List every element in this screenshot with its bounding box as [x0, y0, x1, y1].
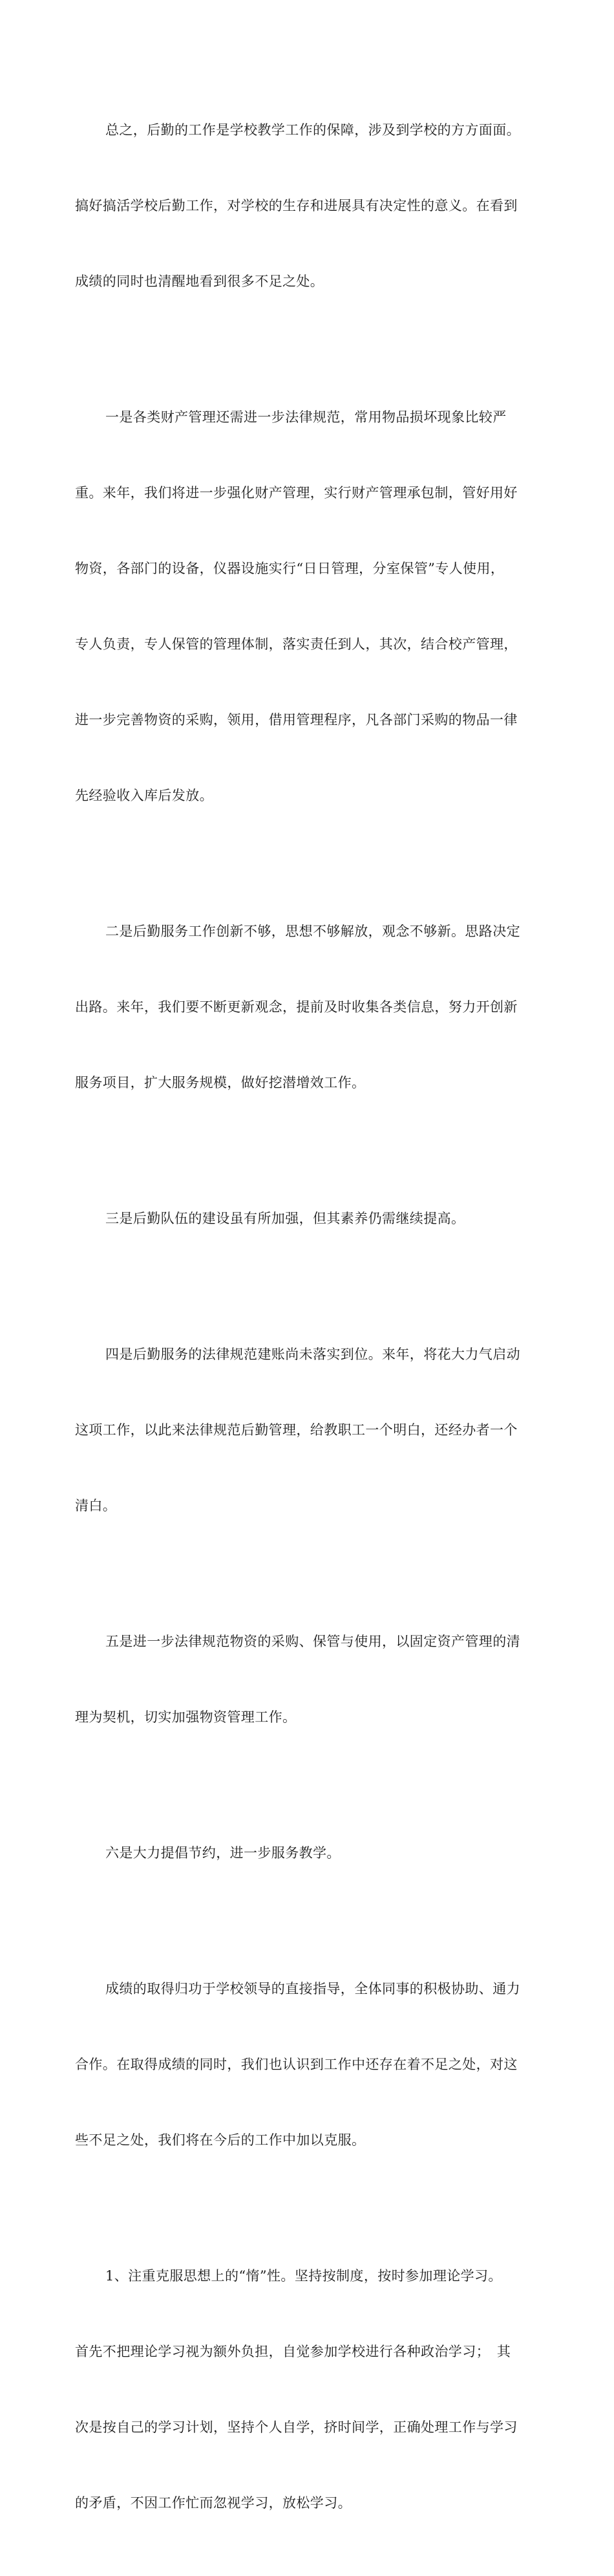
text-line: 合作。在取得成绩的同时，我们也认识到工作中还存在着不足之处，对这 [75, 2057, 518, 2072]
paragraph-item-5 [75, 1579, 539, 1780]
text-line: 成绩的同时也清醒地看到很多不足之处。 [75, 274, 324, 289]
text-line: 服务项目，扩大服务规模，做好挖潜增效工作。 [75, 1075, 366, 1090]
text-line: 二是后勤服务工作创新不够，思想不够解放，观念不够新。思路决定 [105, 924, 520, 939]
document-page [75, 67, 539, 2576]
paragraph-item-2 [75, 869, 539, 1146]
text-line: 五是进一步法律规范物资的采购、保管与使用，以固定资产管理的清 [105, 1634, 520, 1649]
text-line: 物资，各部门的设备，仪器设施实行“日日管理，分室保管”专人使用， [75, 561, 505, 576]
paragraph-numbered-1 [75, 2213, 539, 2566]
text-line: 清白。 [75, 1498, 117, 1513]
text-line: 1、注重克服思想上的“惰”性。坚持按制度，按时参加理论学习。 [105, 2268, 502, 2284]
text-line: 先经验收入库后发放。 [75, 788, 213, 803]
text-line: 理为契机，切实加强物资管理工作。 [75, 1709, 297, 1725]
text-line: 首先不把理论学习视为额外负担，自觉参加学校进行各种政治学习； 其 [75, 2344, 511, 2359]
text-line: 四是后勤服务的法律规范建账尚未落实到位。来年，将花大力气启动 [105, 1347, 520, 1362]
text-line: 六是大力提倡节约，进一步服务教学。 [105, 1845, 341, 1861]
text-line: 三是后勤队伍的建设虽有所加强，但其素养仍需继续提高。 [105, 1211, 465, 1226]
text-line: 一是各类财产管理还需进一步法律规范，常用物品损坏现象比较严 [105, 409, 507, 425]
paragraph-item-1 [75, 354, 539, 859]
text-line: 重。来年，我们将进一步强化财产管理，实行财产管理承包制，管好用好 [75, 485, 518, 501]
text-line: 总之，后勤的工作是学校教学工作的保障，涉及到学校的方方面面。 [105, 122, 520, 138]
text-line: 些不足之处，我们将在今后的工作中加以克服。 [75, 2132, 366, 2148]
text-line: 这项工作，以此来法律规范后勤管理，给教职工一个明白，还经办者一个 [75, 1422, 518, 1438]
text-line: 的矛盾，不因工作忙而忽视学习，放松学习。 [75, 2495, 352, 2511]
text-line: 搞好搞活学校后勤工作，对学校的生存和进展具有决定性的意义。在看到 [75, 198, 518, 213]
paragraph-item-3 [75, 1156, 539, 1282]
paragraph-item-6 [75, 1790, 539, 1916]
paragraph-achievements [75, 1926, 539, 2203]
text-line: 出路。来年，我们要不断更新观念，提前及时收集各类信息，努力开创新 [75, 999, 518, 1015]
text-line: 进一步完善物资的采购，领用，借用管理程序，凡各部门采购的物品一律 [75, 712, 518, 728]
text-line: 成绩的取得归功于学校领导的直接指导，全体同事的积极协助、通力 [105, 1981, 520, 1997]
paragraph-summary [75, 67, 539, 345]
text-line: 次是按自己的学习计划，坚持个人自学，挤时间学，正确处理工作与学习 [75, 2419, 518, 2435]
text-line: 专人负责，专人保管的管理体制，落实责任到人，其次，结合校产管理， [75, 636, 518, 652]
paragraph-item-4 [75, 1292, 539, 1569]
